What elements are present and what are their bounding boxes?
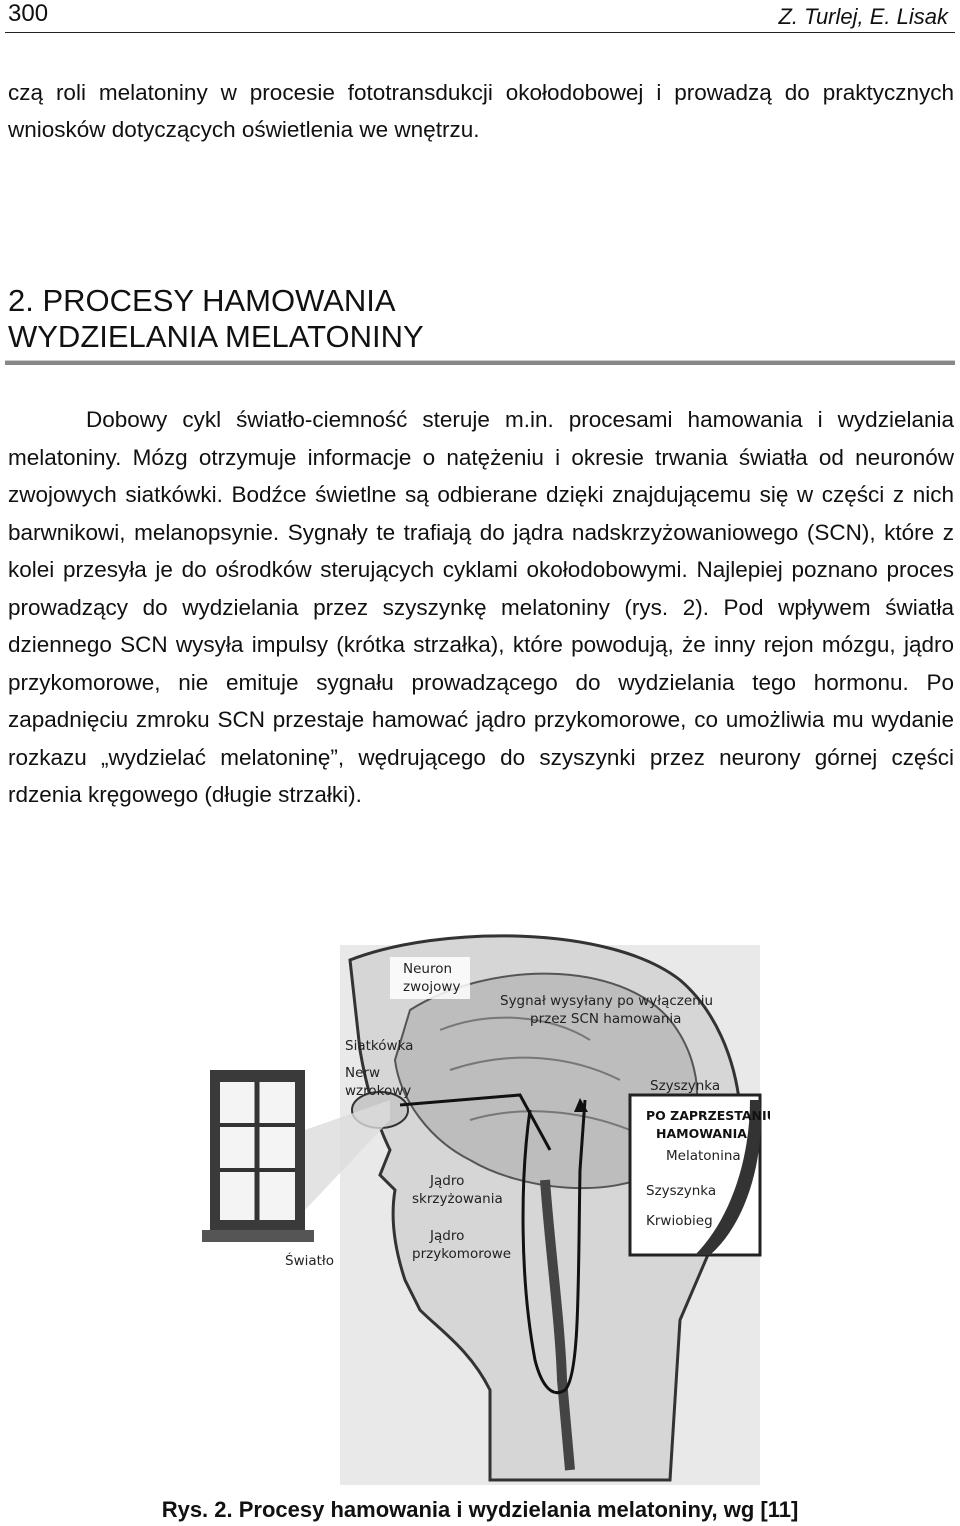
label-pvn-1: Jądro <box>430 1228 465 1244</box>
running-header-authors: Z. Turlej, E. Lisak <box>778 4 948 29</box>
label-bloodstream: Krwiobieg <box>646 1213 713 1229</box>
section-rule <box>5 360 955 365</box>
label-scn-1: Jądro <box>430 1173 465 1189</box>
inset-title-1: PO ZAPRZESTANIU <box>646 1108 770 1123</box>
label-optic-nerve-1: Nerw <box>345 1065 380 1081</box>
label-scn-2: skrzyżowania <box>412 1191 503 1207</box>
label-signal-2: przez SCN hamowania <box>530 1011 682 1027</box>
page-number: 300 <box>8 0 49 27</box>
label-inset-pineal: Szyszynka <box>646 1183 717 1199</box>
label-pineal: Szyszynka <box>650 1078 721 1094</box>
label-optic-nerve-2: wzrokowy <box>345 1083 412 1099</box>
section-heading <box>8 283 954 355</box>
section-heading-line1: 2. PROCESY HAMOWANIA <box>8 283 396 318</box>
label-light: Światło <box>285 1253 335 1269</box>
inset-title-2: HAMOWANIA <box>656 1126 747 1141</box>
label-pvn-2: przykomorowe <box>412 1246 512 1262</box>
section-heading-line2: WYDZIELANIA MELATONINY <box>8 319 424 354</box>
window-illustration <box>202 1070 314 1242</box>
body-text <box>8 401 954 814</box>
label-ganglion-neuron-2: zwojowy <box>403 979 461 995</box>
label-melatonin: Melatonina <box>666 1148 741 1164</box>
body-paragraph: Dobowy cykl światło-ciemność steruje m.in. procesami hamowania i wydzielania melatoniny. Mózg otrzymuje informacje o natężeniu i okresie trwania światła od neuronów zwojowych siatkówki. Bodźce świetlne są odbierane dzięki znajdującemu się w części z nich barwnikowi, melanopsynie. Sygnały te trafiają do jądra nadskrzyżowaniowego (SCN), które z kolei przesyła je do ośrodków sterujących cyklami okołodobowymi. Najlepiej poznano proces prowadzący do wydzielania przez szyszynkę melatoniny (rys. 2). Pod wpływem światła dziennego SCN wysyła impulsy (krótka strzałka), które powodują, że inny rejon mózgu, jądro przykomorowe, nie emituje sygnału prowadzącego do wydzielania tego hormonu. Po zapadnięciu zmroku SCN przestaje hamować jądro przykomorowe, co umożliwia mu wydanie rozkazu „wydzielać melatoninę”, wędrującego do szyszynki przez neurony górnej części rdzenia kręgowego (długie strzałki). <box>8 407 954 807</box>
header-rule <box>5 32 955 33</box>
figure-illustration <box>190 920 770 1490</box>
label-retina: Siatkówka <box>345 1038 414 1054</box>
figure-caption: Rys. 2. Procesy hamowania i wydzielania melatoniny, wg [11] <box>161 1497 799 1522</box>
intro-paragraph: czą roli melatoniny w procesie fototransdukcji okołodobowej i prowadzą do praktycznych wniosków dotyczących oświetlenia we wnętrzu. <box>8 80 954 142</box>
label-ganglion-neuron-1: Neuron <box>403 961 453 977</box>
label-signal-1: Sygnał wysyłany po wyłączeniu <box>500 993 714 1009</box>
figure-melatonin-diagram <box>190 920 770 1490</box>
